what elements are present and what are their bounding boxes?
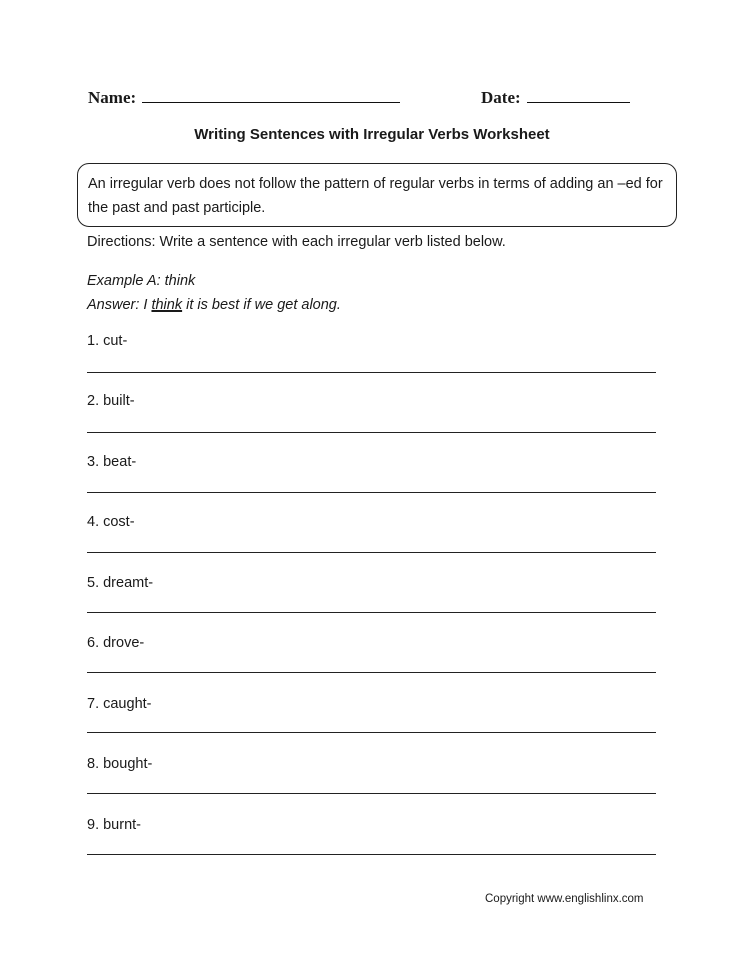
item-label: 8. bought- — [87, 756, 153, 772]
copyright: Copyright www.englishlinx.com — [485, 893, 644, 905]
date-field — [481, 88, 630, 108]
item-label: 5. dreamt- — [87, 575, 154, 591]
answer-line[interactable] — [87, 793, 656, 794]
item-label: 7. caught- — [87, 696, 152, 712]
worksheet-title: Writing Sentences with Irregular Verbs Worksheet — [194, 126, 550, 143]
directions: Directions: Write a sentence with each irregular verb listed below. — [87, 234, 506, 250]
item-label: 4. cost- — [87, 514, 135, 530]
name-blank[interactable] — [142, 88, 400, 103]
answer-line[interactable] — [87, 432, 656, 433]
name-label: Name: — [88, 88, 137, 107]
answer-line[interactable] — [87, 672, 656, 673]
answer-line[interactable] — [87, 372, 656, 373]
answer-prefix: Answer: I — [87, 297, 152, 313]
item-label: 3. beat- — [87, 454, 137, 470]
item-label: 2. built- — [87, 393, 135, 409]
item-label: 9. burnt- — [87, 817, 141, 833]
answer-suffix: it is best if we get along. — [182, 297, 341, 313]
answer-verb: think — [151, 297, 183, 313]
name-field — [88, 88, 400, 108]
definition-box: An irregular verb does not follow the pattern of regular verbs in terms of adding an –ed for the past and past participle. — [77, 163, 677, 227]
item-label: 1. cut- — [87, 333, 128, 349]
date-blank[interactable] — [527, 88, 630, 103]
answer-line[interactable] — [87, 552, 656, 553]
date-label: Date: — [481, 88, 521, 107]
answer-line[interactable] — [87, 732, 656, 733]
example-answer — [87, 297, 341, 313]
answer-line[interactable] — [87, 612, 656, 613]
answer-line[interactable] — [87, 492, 656, 493]
item-label: 6. drove- — [87, 635, 145, 651]
answer-line[interactable] — [87, 854, 656, 855]
example-label: Example A: think — [87, 273, 196, 289]
